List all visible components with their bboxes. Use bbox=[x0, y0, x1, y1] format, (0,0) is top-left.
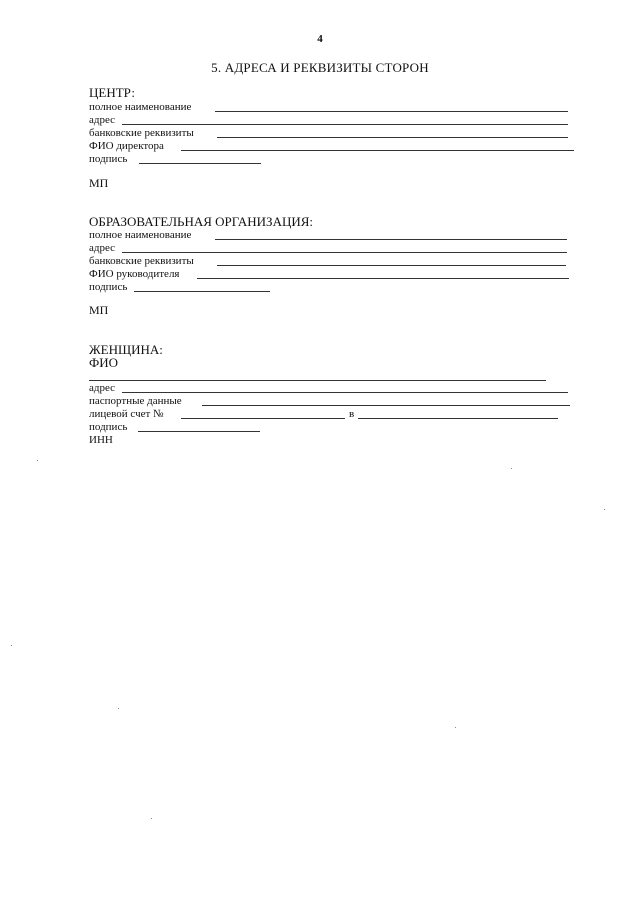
scan-speck bbox=[151, 818, 152, 819]
center-director-label: ФИО директора bbox=[89, 140, 164, 152]
center-signature-field[interactable] bbox=[139, 163, 261, 164]
woman-account-bank-field[interactable] bbox=[358, 418, 558, 419]
center-address-row bbox=[89, 114, 115, 126]
center-heading: ЦЕНТР: bbox=[89, 85, 135, 100]
organization-bank-row bbox=[89, 255, 194, 267]
woman-account-number-field[interactable] bbox=[181, 418, 345, 419]
center-bank-field[interactable] bbox=[217, 137, 568, 138]
center-stamp-label: МП bbox=[89, 176, 109, 190]
woman-inn-row bbox=[89, 434, 113, 446]
organization-stamp-label: МП bbox=[89, 303, 109, 317]
woman-passport-row bbox=[89, 395, 182, 407]
center-full-name-field[interactable] bbox=[215, 111, 568, 112]
organization-head-label: ФИО руководителя bbox=[89, 268, 180, 280]
organization-bank-field[interactable] bbox=[217, 265, 566, 266]
organization-full-name-row bbox=[89, 229, 191, 241]
woman-address-row bbox=[89, 382, 115, 394]
woman-signature-label: подпись bbox=[89, 421, 128, 433]
woman-passport-label: паспортные данные bbox=[89, 395, 182, 407]
page-number: 4 bbox=[317, 33, 323, 45]
scan-speck bbox=[511, 468, 512, 469]
scan-speck bbox=[118, 708, 119, 709]
woman-account-in-label: в bbox=[349, 408, 355, 420]
organization-signature-row bbox=[89, 281, 127, 293]
woman-passport-field[interactable] bbox=[202, 405, 570, 406]
organization-head-row bbox=[89, 268, 180, 280]
organization-full-name-label: полное наименование bbox=[89, 229, 192, 241]
woman-account-label: лицевой счет № bbox=[89, 408, 164, 420]
organization-heading: ОБРАЗОВАТЕЛЬНАЯ ОРГАНИЗАЦИЯ: bbox=[89, 214, 314, 229]
woman-signature-field[interactable] bbox=[138, 431, 260, 432]
woman-fio-label: ФИО bbox=[89, 355, 119, 370]
woman-address-field[interactable] bbox=[122, 392, 568, 393]
organization-address-field[interactable] bbox=[122, 252, 567, 253]
center-address-label: адрес bbox=[89, 114, 116, 126]
scan-speck bbox=[11, 645, 12, 646]
woman-account-row bbox=[89, 408, 164, 420]
woman-inn-label: ИНН bbox=[89, 434, 113, 446]
center-signature-row bbox=[89, 153, 127, 165]
center-address-field[interactable] bbox=[122, 124, 568, 125]
organization-full-name-field[interactable] bbox=[215, 239, 567, 240]
organization-signature-field[interactable] bbox=[134, 291, 270, 292]
center-full-name-label: полное наименование bbox=[89, 101, 192, 113]
scan-speck bbox=[455, 727, 456, 728]
scan-speck bbox=[604, 509, 605, 510]
woman-address-label: адрес bbox=[89, 382, 116, 394]
organization-bank-label: банковские реквизиты bbox=[89, 255, 194, 267]
center-full-name-row bbox=[89, 101, 191, 113]
woman-heading: ЖЕНЩИНА: bbox=[89, 342, 163, 357]
organization-head-field[interactable] bbox=[197, 278, 569, 279]
woman-fio-field[interactable] bbox=[89, 380, 546, 381]
center-director-row bbox=[89, 140, 164, 152]
center-bank-label: банковские реквизиты bbox=[89, 127, 194, 139]
organization-address-row bbox=[89, 242, 115, 254]
section-title: 5. АДРЕСА И РЕКВИЗИТЫ СТОРОН bbox=[211, 60, 429, 75]
scan-speck bbox=[37, 460, 38, 461]
center-signature-label: подпись bbox=[89, 153, 128, 165]
woman-signature-row bbox=[89, 421, 127, 433]
organization-signature-label: подпись bbox=[89, 281, 128, 293]
center-bank-row bbox=[89, 127, 194, 139]
organization-address-label: адрес bbox=[89, 242, 116, 254]
center-director-field[interactable] bbox=[181, 150, 574, 151]
